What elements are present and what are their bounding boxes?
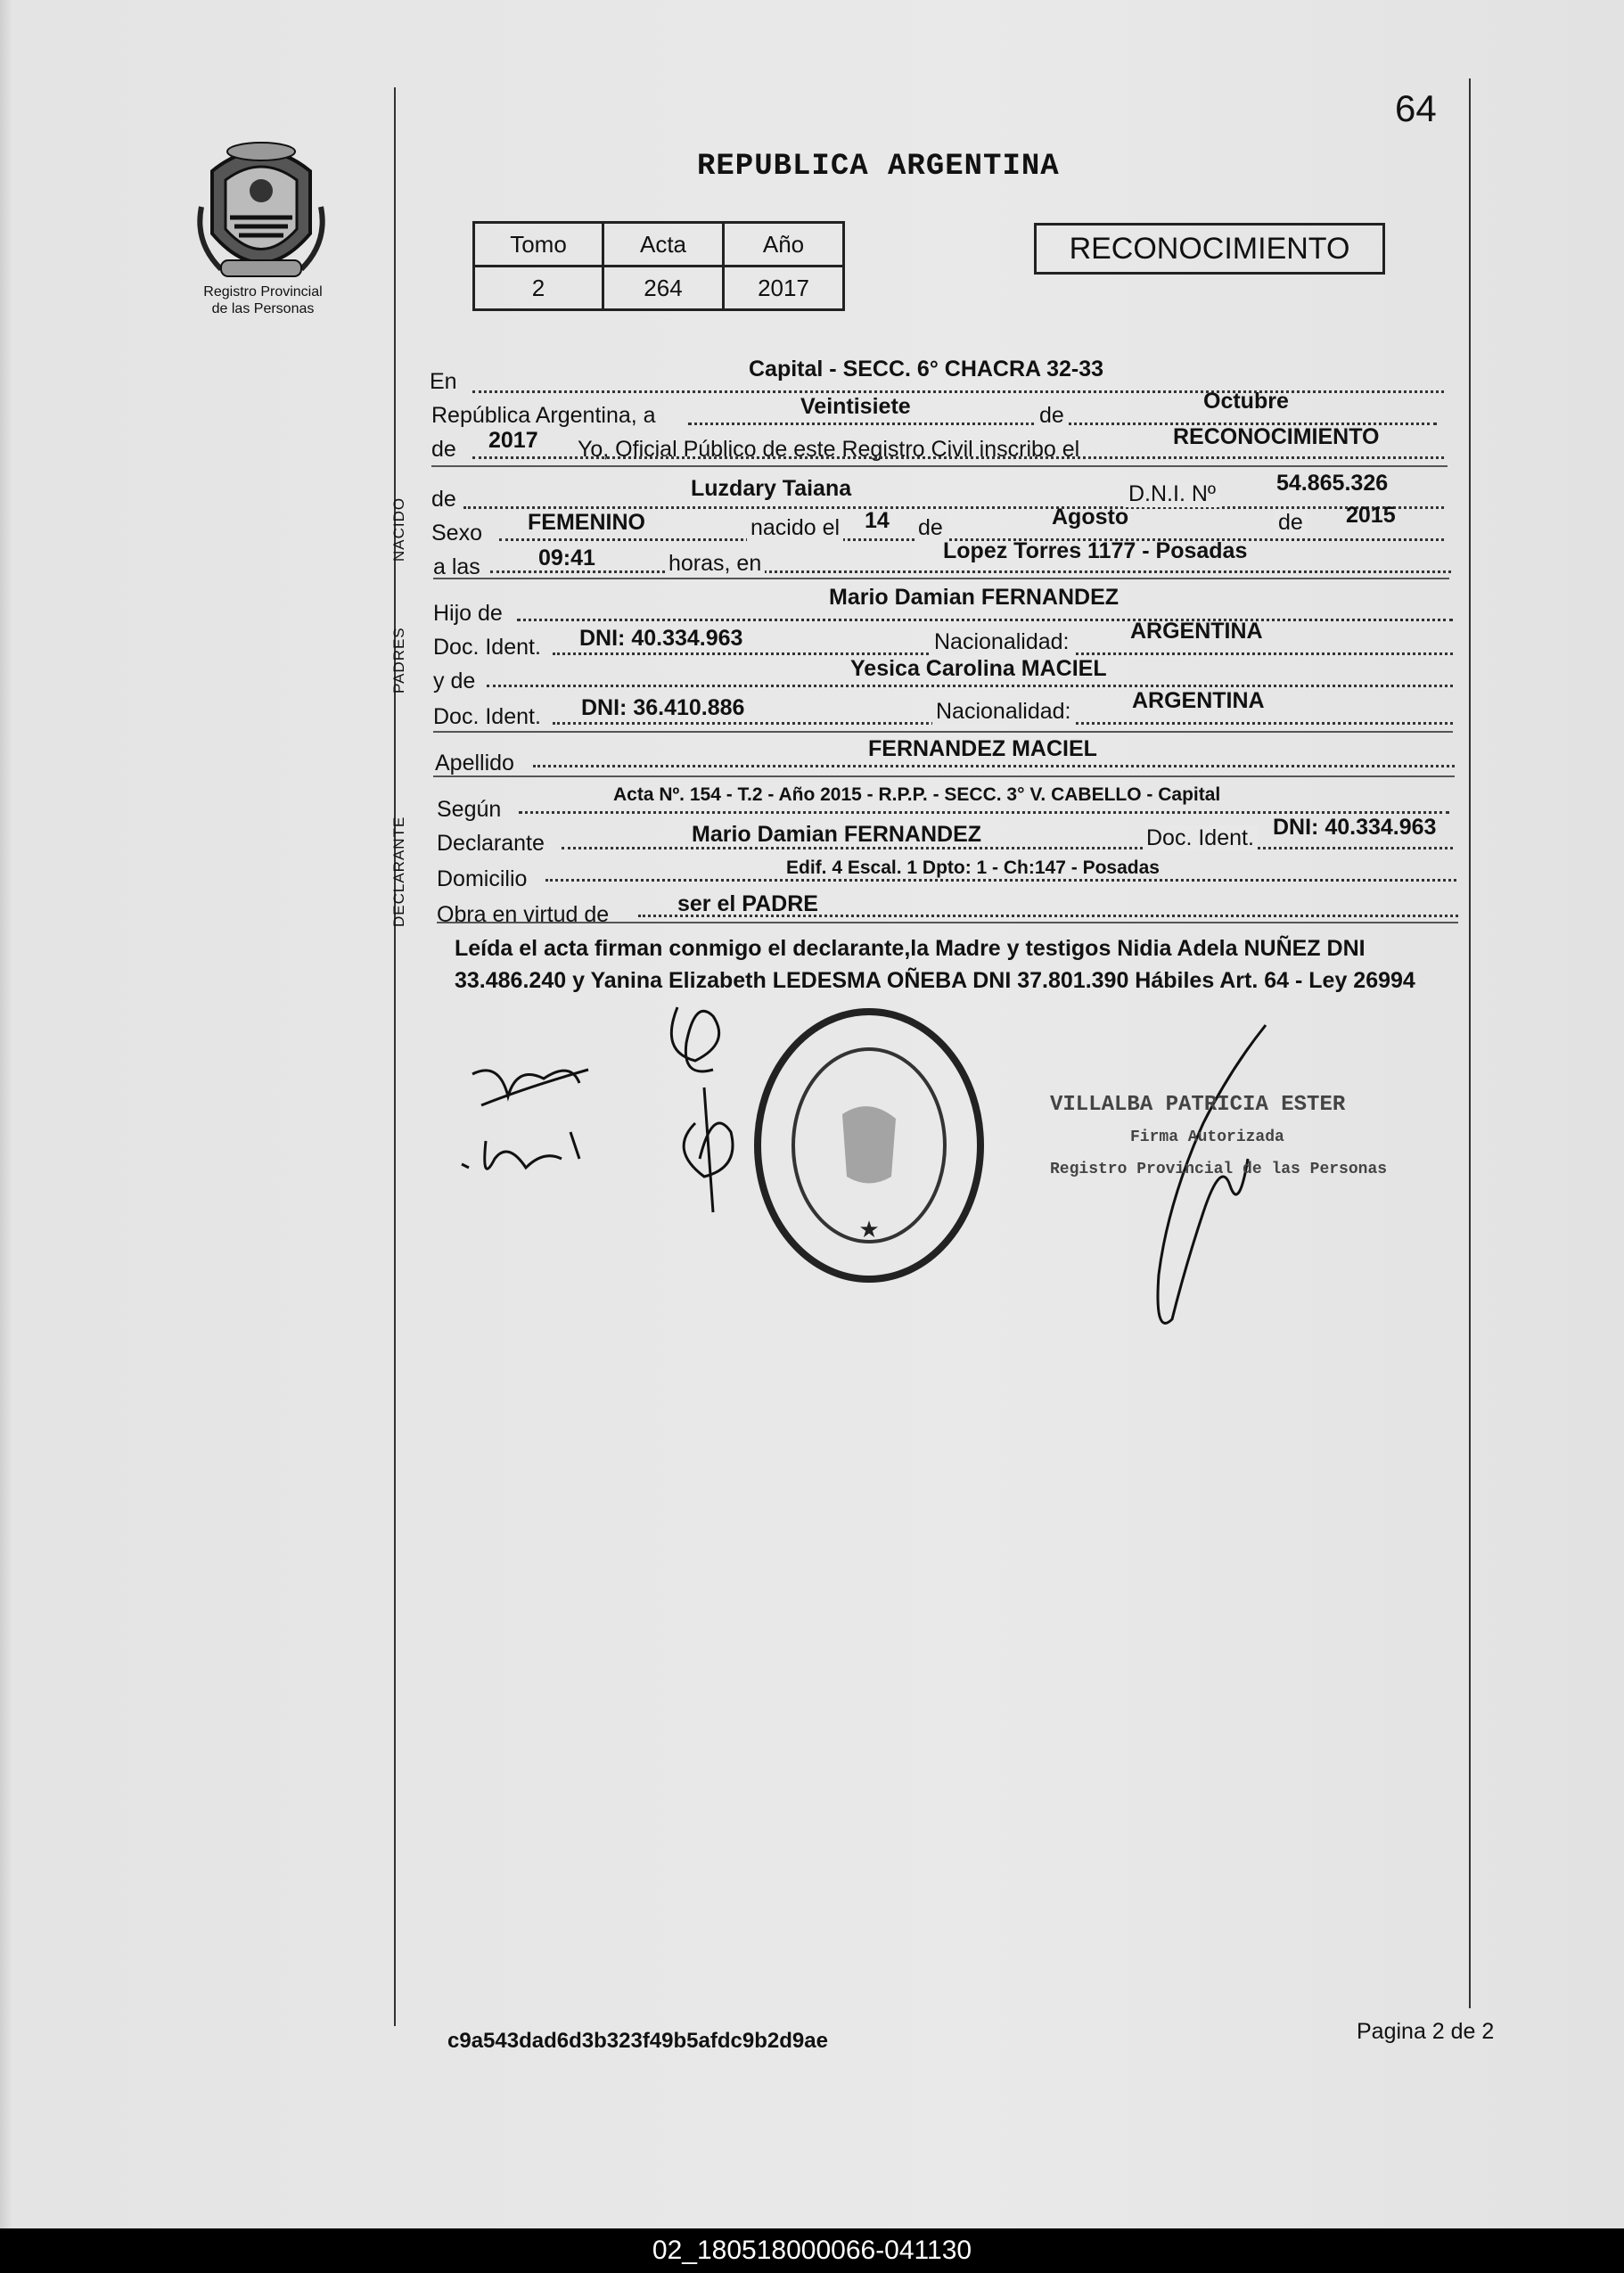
value-mes: Octubre xyxy=(1203,389,1289,414)
label-doc-declarante: Doc. Ident. xyxy=(1143,825,1258,851)
official-role: Firma Autorizada xyxy=(1130,1128,1284,1146)
dots xyxy=(533,765,1455,767)
value-dni-madre: DNI: 36.410.886 xyxy=(581,695,745,720)
label-doc-padre: Doc. Ident. xyxy=(433,635,541,660)
value-madre: Yesica Carolina MACIEL xyxy=(850,656,1107,681)
label-sexo: Sexo xyxy=(431,521,482,546)
label-nacionalidad-madre: Nacionalidad: xyxy=(932,699,1075,725)
header-anio: Año xyxy=(724,223,844,267)
value-padre: Mario Damian FERNANDEZ xyxy=(829,585,1120,610)
value-mes-nacimiento: Agosto xyxy=(1052,505,1129,529)
left-margin-line xyxy=(394,87,396,2026)
provincial-crest-logo xyxy=(194,135,328,287)
label-a-las: a las xyxy=(433,554,480,579)
value-anio: 2017 xyxy=(724,267,844,310)
dots xyxy=(487,685,1453,687)
value-dni: 54.865.326 xyxy=(1276,471,1389,496)
official-stamp xyxy=(1050,1089,1387,1186)
section-divider xyxy=(431,465,1448,467)
label-nacionalidad-padre: Nacionalidad: xyxy=(931,629,1073,655)
value-inscribe: RECONOCIMIENTO xyxy=(1173,424,1380,449)
header-tomo: Tomo xyxy=(474,223,603,267)
registry-caption-line2: de las Personas xyxy=(211,301,315,316)
right-margin-line xyxy=(1469,78,1471,2008)
dots xyxy=(545,879,1456,882)
value-en: Capital - SECC. 6° CHACRA 32-33 xyxy=(749,357,1104,382)
label-obra: Obra en virtud de xyxy=(437,902,610,927)
label-horas-en: horas, en xyxy=(665,551,765,577)
value-domicilio: Edif. 4 Escal. 1 Dpto: 1 - Ch:147 - Posadas xyxy=(786,858,1160,878)
label-de-mes: de xyxy=(915,515,947,541)
label-segun: Según xyxy=(437,797,502,822)
value-dia: 14 xyxy=(865,508,890,533)
label-republica: República Argentina, a xyxy=(431,403,656,428)
value-apellido: FERNANDEZ MACIEL xyxy=(868,736,1097,761)
section-divider xyxy=(433,775,1455,777)
label-declarante: Declarante xyxy=(437,831,545,856)
side-label-declarante: DECLARANTE xyxy=(390,816,407,927)
registry-caption-line1: Registro Provincial xyxy=(203,284,323,300)
scan-id-footer: 02_180518000066-041130 xyxy=(0,2228,1624,2273)
value-nacionalidad-madre: ARGENTINA xyxy=(1132,688,1265,713)
record-table xyxy=(472,221,845,311)
label-y-de: y de xyxy=(433,669,476,693)
value-anio-nacimiento: 2015 xyxy=(1346,503,1396,528)
label-de-anio-nac: de xyxy=(1275,510,1307,536)
dots xyxy=(517,619,1453,621)
official-office: Registro Provincial de las Personas xyxy=(1050,1161,1388,1178)
label-doc-madre: Doc. Ident. xyxy=(433,704,541,729)
label-domicilio: Domicilio xyxy=(437,866,528,891)
value-declarante: Mario Damian FERNANDEZ xyxy=(692,822,982,847)
value-anio-inscripcion: 2017 xyxy=(488,428,538,453)
official-name: VILLALBA PATRICIA ESTER xyxy=(1050,1093,1346,1117)
value-lugar: Lopez Torres 1177 - Posadas xyxy=(943,538,1248,563)
dots xyxy=(519,811,1449,814)
dots xyxy=(463,506,1444,509)
closing-paragraph: Leída el acta firman conmigo el declarante,la Madre y testigos Nidia Adela NUÑEZ DNI 33.486.240 y Yanina Elizabeth LEDESMA OÑEBA DNI 37.801.390 Hábiles Art. 64 - Ley 26994 xyxy=(455,936,1415,993)
label-nacido-el: nacido el xyxy=(747,515,843,541)
label-en: En xyxy=(430,369,457,394)
section-divider xyxy=(437,922,1458,923)
section-divider xyxy=(433,731,1453,733)
page-indicator: Pagina 2 de 2 xyxy=(1357,2019,1495,2044)
label-dni: D.N.I. Nº xyxy=(1125,481,1219,507)
label-oficial: Yo, Oficial Público de este Registro Civil inscribo el xyxy=(578,437,1080,462)
value-nacionalidad-padre: ARGENTINA xyxy=(1130,619,1263,644)
registry-caption xyxy=(169,283,357,317)
label-apellido: Apellido xyxy=(435,751,514,775)
document-hash: c9a543dad6d3b323f49b5afdc9b2d9ae xyxy=(447,2029,828,2053)
value-hora: 09:41 xyxy=(538,546,595,570)
value-tomo: 2 xyxy=(474,267,603,310)
document-title: REPUBLICA ARGENTINA xyxy=(697,150,1060,184)
record-type-box: RECONOCIMIENTO xyxy=(1034,223,1385,275)
label-hijo-de: Hijo de xyxy=(433,601,503,626)
value-dni-padre: DNI: 40.334.963 xyxy=(579,626,743,651)
value-dia-letras: Veintisiete xyxy=(800,394,911,419)
svg-text:★: ★ xyxy=(858,1216,880,1243)
header-acta: Acta xyxy=(603,223,724,267)
value-doc-declarante: DNI: 40.334.963 xyxy=(1273,815,1437,840)
section-divider xyxy=(433,578,1449,579)
label-de-nombre: de xyxy=(431,487,456,512)
side-label-nacido: NACIDO xyxy=(390,496,407,562)
dots xyxy=(472,390,1444,393)
dots xyxy=(472,456,1444,459)
dots xyxy=(490,570,1451,573)
page-number: 64 xyxy=(1395,87,1437,129)
side-label-padres: PADRES xyxy=(390,627,407,693)
label-de: de xyxy=(1036,403,1068,429)
value-segun: Acta Nº. 154 - T.2 - Año 2015 - R.P.P. - SECC. 3° V. CABELLO - Capital xyxy=(613,784,1221,805)
value-obra: ser el PADRE xyxy=(677,891,818,916)
value-nombre: Luzdary Taiana xyxy=(691,476,852,501)
label-de-anio: de xyxy=(431,437,456,462)
value-acta: 264 xyxy=(603,267,724,310)
value-sexo: FEMENINO xyxy=(528,510,645,535)
